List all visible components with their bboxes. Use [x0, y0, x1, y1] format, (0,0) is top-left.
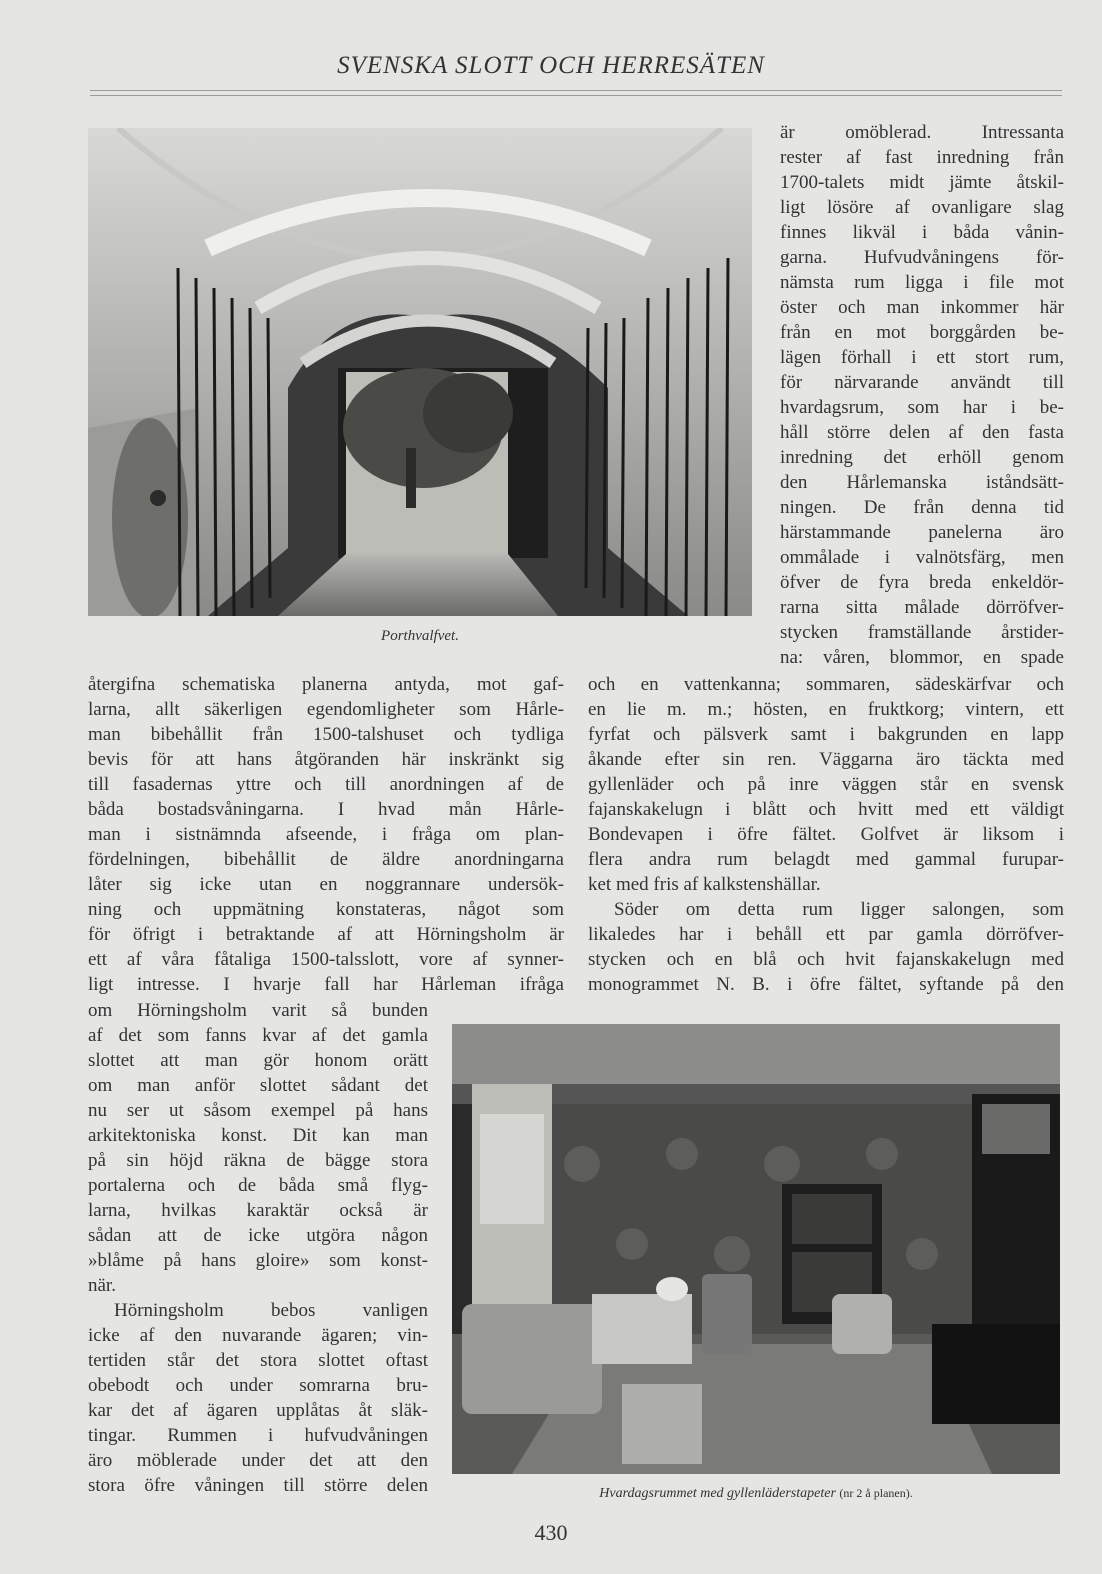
text-column-left-bottom: [88, 998, 428, 1498]
text-line: ket med fris af kalkstenshällar.: [588, 874, 821, 895]
text-line: likaledes har i behåll ett par gamla dörröfver-: [588, 924, 1064, 945]
header-rule-2: [90, 95, 1062, 96]
text-line: härstammande panelerna äro: [780, 522, 1064, 543]
text-line: en lie m. m.; hösten, en fruktkorg; vintern, ett: [588, 699, 1064, 720]
text-column-left-mid: [88, 672, 564, 997]
text-line: tingar. Rummen i hufvudvåningen: [88, 1425, 428, 1446]
text-line: från en mot borggården be-: [780, 322, 1064, 343]
text-line: icke af den nuvarande ägaren; vin-: [88, 1325, 428, 1346]
text-line: nu ser ut såsom exempel på hans: [88, 1100, 428, 1121]
text-line: återgifna schematiska planerna antyda, mot gaf-: [88, 674, 564, 695]
text-line: rester af fast inredning från: [780, 147, 1064, 168]
living-room-caption-note: (nr 2 å planen).: [839, 1486, 913, 1500]
text-line: ligt lösöre af ovanligare slag: [780, 197, 1064, 218]
text-line: »blåme på hans gloire» som konst-: [88, 1250, 428, 1271]
text-line: obebodt och under somrarna bru-: [88, 1375, 428, 1396]
text-line: håll större delen af den fasta: [780, 422, 1064, 443]
text-line: larna, allt säkerligen egendomligheter som Hårle-: [88, 699, 564, 720]
text-line: nämsta rum ligga i file mot: [780, 272, 1064, 293]
text-line: slottet att man gör honom orätt: [88, 1050, 428, 1071]
text-line: sådan att de icke utgöra någon: [88, 1225, 428, 1246]
text-line: finnes likväl i båda vånin-: [780, 222, 1064, 243]
text-line: båda bostadsvåningarna. I hvad mån Hårle-: [88, 799, 564, 820]
text-line: monogrammet N. B. i öfre fältet, syftande på den: [588, 974, 1064, 995]
text-line: Söder om detta rum ligger salongen, som: [614, 899, 1064, 920]
gateway-caption: Porthvalfvet.: [381, 628, 459, 644]
text-line: flera andra rum belagdt med gammal furupar-: [588, 849, 1064, 870]
text-line: stora öfre våningen till större delen: [88, 1475, 428, 1496]
text-line: Hörningsholm bebos vanligen: [114, 1300, 428, 1321]
text-line: fyrfat och pälsverk samt i bakgrunden en lapp: [588, 724, 1064, 745]
text-line: man i sistnämnda afseende, i fråga om plan-: [88, 824, 564, 845]
running-header: SVENSKA SLOTT OCH HERRESÄTEN: [337, 52, 765, 79]
text-line: ett af våra fåtaliga 1500-talsslott, vore af synner-: [88, 949, 564, 970]
living-room-illustration: [452, 1024, 1060, 1474]
text-line: öster och man inkommer här: [780, 297, 1064, 318]
text-line: portalerna och de båda små flyg-: [88, 1175, 428, 1196]
living-room-caption: [452, 1486, 1060, 1502]
text-line: om man anför slottet sådant det: [88, 1075, 428, 1096]
text-line: ning och uppmätning konstateras, något som: [88, 899, 564, 920]
text-line: för öfrigt i betraktande af att Hörningsholm är: [88, 924, 564, 945]
text-line: och en vattenkanna; sommaren, sädeskärfvar och: [588, 674, 1064, 695]
gateway-illustration: [88, 128, 752, 616]
text-line: fördelningen, bibehållit de äldre anordningarna: [88, 849, 564, 870]
text-line: när.: [88, 1275, 116, 1296]
text-line: 1700-talets midt jämte åtskil-: [780, 172, 1064, 193]
text-line: kar det af ägaren upplåtas åt släk-: [88, 1400, 428, 1421]
text-line: larna, hvilkas karaktär också är: [88, 1200, 428, 1221]
text-line: till fasadernas yttre och till anordningen af de: [88, 774, 564, 795]
text-line: stycken framställande årstider-: [780, 622, 1064, 643]
text-column-right-mid: [588, 672, 1064, 997]
gateway-photo: [88, 128, 752, 616]
text-line: man bibehållit från 1500-talshuset och tydliga: [88, 724, 564, 745]
text-line: åkande efter sin ren. Väggarna äro täckta med: [588, 749, 1064, 770]
text-line: öfver de fyra breda enkeldör-: [780, 572, 1064, 593]
text-line: tertiden står det stora slottet oftast: [88, 1350, 428, 1371]
text-line: äro möblerade under det att den: [88, 1450, 428, 1471]
text-line: garna. Hufvudvåningens för-: [780, 247, 1064, 268]
text-line: na: våren, blommor, en spade: [780, 647, 1064, 668]
text-line: den Hårlemanska iståndsätt-: [780, 472, 1064, 493]
text-line: om Hörningsholm varit så bunden: [88, 1000, 428, 1021]
text-line: gyllenläder och på inre väggen står en svensk: [588, 774, 1064, 795]
text-line: af det som fanns kvar af det gamla: [88, 1025, 428, 1046]
text-line: hvardagsrum, som har i be-: [780, 397, 1064, 418]
text-line: arkitektoniska konst. Dit kan man: [88, 1125, 428, 1146]
living-room-photo: [452, 1024, 1060, 1474]
text-line: ningen. De från denna tid: [780, 497, 1064, 518]
text-line: är omöblerad. Intressanta: [780, 122, 1064, 143]
living-room-caption-main: Hvardagsrummet med gyllenläderstapeter: [599, 1486, 836, 1501]
text-line: låter sig icke utan en noggrannare undersök-: [88, 874, 564, 895]
text-line: Bondevapen i öfre fältet. Golfvet är liksom i: [588, 824, 1064, 845]
text-line: fajanskakelugn i blått och hvitt med ett väldigt: [588, 799, 1064, 820]
text-line: stycken och en blå och hvit fajanskakelugn med: [588, 949, 1064, 970]
page-number: 430: [534, 1520, 568, 1545]
header-rule: [90, 90, 1062, 91]
text-line: inredning det erhöll genom: [780, 447, 1064, 468]
text-line: ommålade i valnötsfärg, men: [780, 547, 1064, 568]
text-line: ligt intresse. I hvarje fall har Hårleman ifråga: [88, 974, 564, 995]
text-line: på sin höjd räkna de bägge stora: [88, 1150, 428, 1171]
text-line: lägen förhall i ett stort rum,: [780, 347, 1064, 368]
text-column-right-top: [780, 120, 1064, 670]
text-line: för närvarande användt till: [780, 372, 1064, 393]
text-line: rarna sitta målade dörröfver-: [780, 597, 1064, 618]
text-line: bevis för att hans åtgöranden här inskränkt sig: [88, 749, 564, 770]
